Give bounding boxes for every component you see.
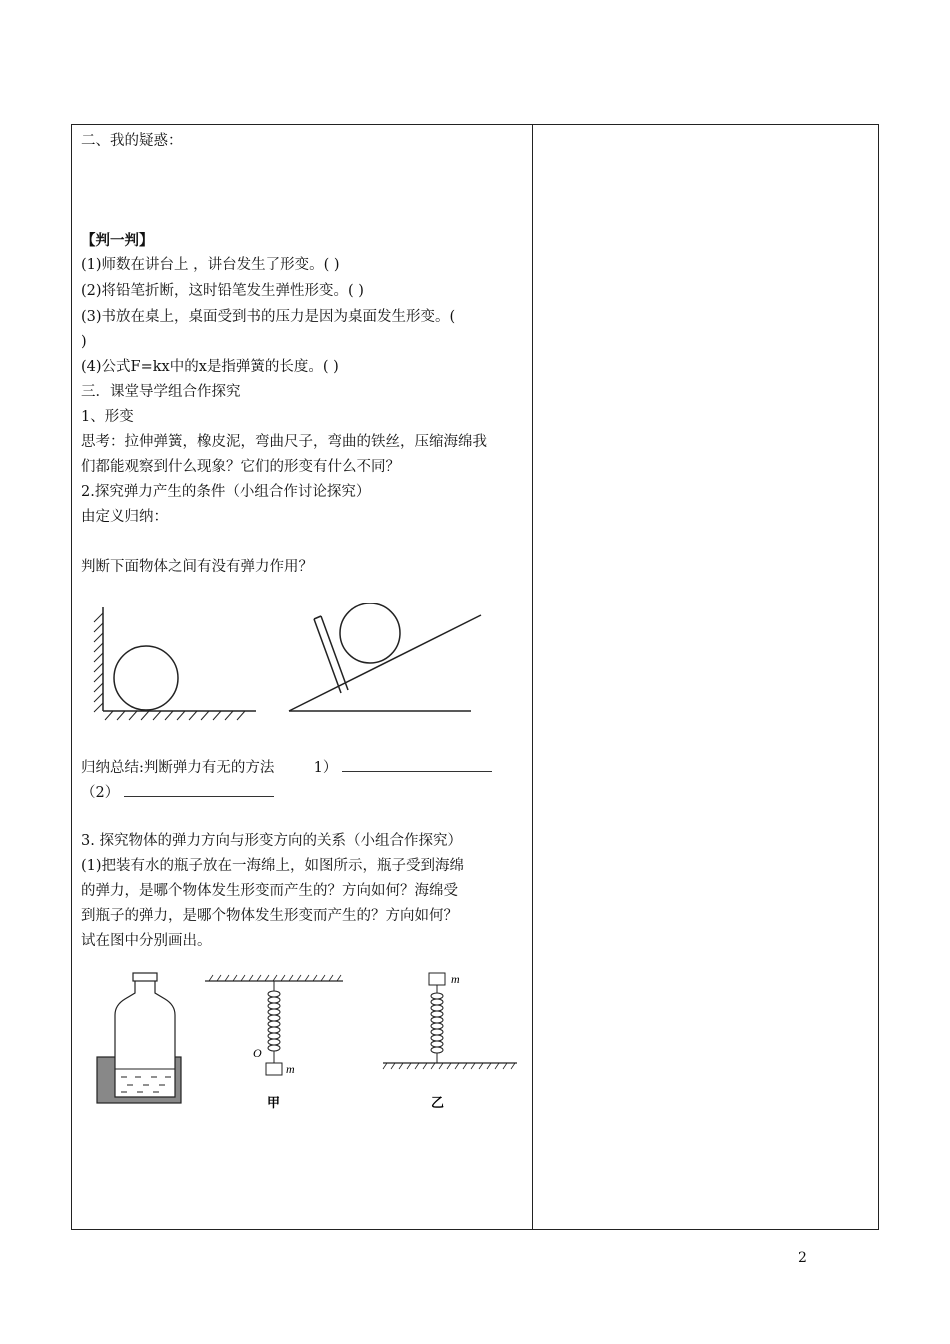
judge-item-3-cont: ) [81, 334, 87, 350]
label-o: O [253, 1046, 262, 1060]
section2-heading: 二、我的疑惑： [81, 133, 183, 149]
ball-incline-figure [281, 603, 491, 723]
sub-heading-1: 1、形变 [81, 409, 134, 425]
label-jia: 甲 [267, 1096, 281, 1111]
summary-item-1: 1） [313, 760, 338, 776]
summary-label: 归纳总结:判断弹力有无的方法 [81, 760, 275, 776]
question-1-line-4: 试在图中分别画出。 [81, 933, 212, 949]
judge-item-4: (4)公式F=kx中的x是指弹簧的长度。( ) [81, 359, 339, 375]
ball-corner-figure [91, 603, 261, 723]
answer-blank-1[interactable] [342, 757, 492, 772]
standing-spring-figure [381, 971, 521, 1121]
summary-line-2 [81, 782, 274, 803]
judge-heading: 【判一判】 [81, 232, 154, 249]
sub-heading-3: 3. 探究物体的弹力方向与形变方向的关系（小组合作探究） [81, 833, 462, 849]
summary-item-2: （2） [81, 785, 120, 801]
page-number: 2 [798, 1250, 807, 1266]
sub-heading-2: 2.探究弹力产生的条件（小组合作讨论探究） [81, 484, 371, 500]
question-1-line-3: 到瓶子的弹力，是哪个物体发生形变而产生的？方向如何？ [81, 908, 458, 924]
judge-item-2: (2)将铅笔折断，这时铅笔发生弹性形变。( ) [81, 283, 364, 299]
label-m-jia: m [286, 1062, 295, 1076]
label-m-yi: m [451, 972, 460, 986]
bottle-sponge-figure [95, 971, 185, 1107]
question-1-line-2: 的弹力，是哪个物体发生形变而产生的？方向如何？海绵受 [81, 883, 458, 899]
table-frame [71, 124, 879, 1230]
think-line-2: 们都能观察到什么现象？它们的形变有什么不同？ [81, 459, 400, 475]
judge-item-3: (3)书放在桌上，桌面受到书的压力是因为桌面发生形变。( [81, 309, 456, 325]
summary-line [81, 757, 492, 778]
judge-question: 判断下面物体之间有没有弹力作用？ [81, 559, 313, 575]
label-yi: 乙 [431, 1096, 445, 1111]
induce-label: 由定义归纳： [81, 509, 168, 525]
judge-item-1: (1)师数在讲台上 ，讲台发生了形变。( ) [81, 257, 340, 273]
answer-blank-2[interactable] [124, 782, 274, 797]
column-divider [532, 125, 533, 1229]
hanging-spring-figure [201, 971, 351, 1121]
question-1-line-1: (1)把装有水的瓶子放在一海绵上，如图所示，瓶子受到海绵 [81, 858, 465, 874]
section3-heading: 三．课堂导学组合作探究 [81, 384, 241, 400]
think-line-1: 思考：拉伸弹簧，橡皮泥，弯曲尺子，弯曲的铁丝，压缩海绵我 [81, 434, 487, 450]
